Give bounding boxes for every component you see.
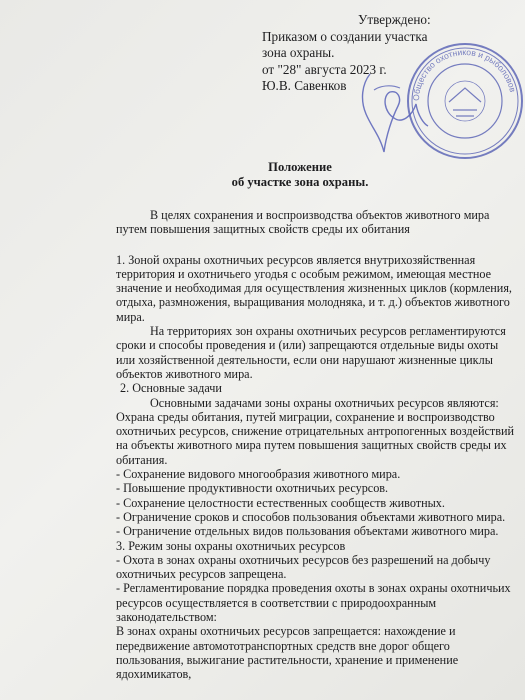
document-body (116, 208, 514, 682)
tasks-intro: Основными задачами зоны охраны охотничьих ресурсов являются: (150, 395, 499, 410)
heading-title: Положение (268, 160, 332, 174)
document-heading (0, 160, 525, 190)
heading-subtitle: об участке зона охраны. (231, 175, 369, 189)
section3-heading: 3. Режим зоны охраны охотничьих ресурсов (116, 538, 346, 553)
approval-order-line: Приказом о создании участка (262, 28, 428, 44)
svg-text:Общество охотников и рыболовов: Общество охотников и рыболовов (410, 46, 519, 102)
list-item: - Сохранение видового многообразия животного мира. (116, 467, 401, 482)
paragraph-gap (116, 237, 514, 253)
list-item: - Регламентирование порядка проведения охоты в зонах охраны охотничьих ресурсов осуществляется в соответствии с природоохранным законодательством: (116, 581, 511, 625)
approval-date-line: от "28" августа 2023 г. (262, 61, 387, 77)
list-item: - Ограничение отдельных видов пользования объектами животного мира. (116, 524, 499, 539)
section1-paragraph: 1. Зоной охраны охотничьих ресурсов является внутрихозяйственная территория и охотничьего угодья с особым режимом, имеющая местное значение и необходимая для осуществления жизненных циклов (кормления, отдыха, размножения, выращивания молодняка, и т. д.) объектов животного мира. (116, 252, 512, 324)
regulation-paragraph: На территориях зон охраны охотничьих ресурсов регламентируются сроки и способы проведения и (или) запрещаются отдельные виды охоты или хозяйственной деятельности, если они нарушают жизненные циклы объектов животного мира. (116, 324, 506, 381)
list-item: - Охота в зонах охраны охотничьих ресурсов без разрешений на добычу охотничьих ресурсов запрещена. (116, 552, 491, 582)
section2-heading: 2. Основные задачи (120, 381, 222, 396)
prohibitions-paragraph: В зонах охраны охотничьих ресурсов запрещается: нахождение и передвижение автомототранспортных средств вне дорог общего пользования, выжигание растительности, хранение и применение ядохимикатов, (116, 624, 459, 682)
approval-zone-line: зона охраны. (262, 45, 335, 60)
tasks-paragraph: Охрана среды обитания, путей миграции, сохранение и воспроизводство охотничьих ресурсов, снижение отрицательных антропогенных воздействий на объекты животного мира путем повышения защитных свойств среды их обитания. (116, 409, 515, 467)
handwritten-signature-icon (340, 66, 430, 156)
approval-signatory: Ю.В. Савенков (262, 78, 347, 93)
list-item: - Ограничение сроков и способов пользования объектами животного мира. (116, 509, 506, 524)
intro-paragraph: В целях сохранения и воспроизводства объектов животного мира путем повышения защитных свойств среды их обитания (116, 208, 490, 237)
approval-title: Утверждено: (358, 12, 431, 27)
list-item: - Сохранение целостности естественных сообществ животных. (116, 495, 445, 510)
list-item: - Повышение продуктивности охотничьих ресурсов. (116, 481, 389, 496)
